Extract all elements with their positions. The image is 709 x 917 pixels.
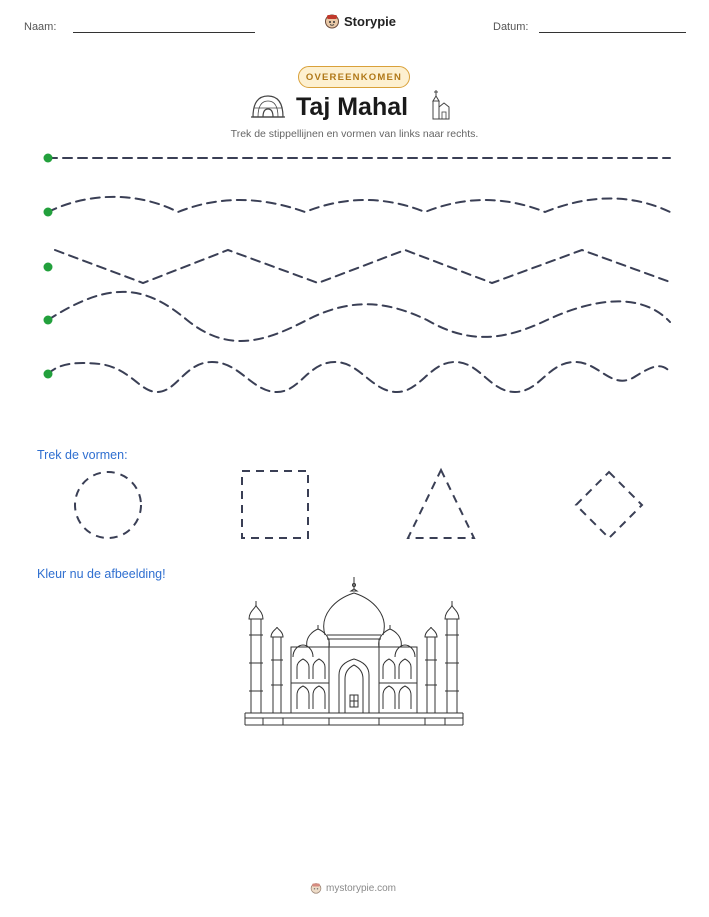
start-dot-1 <box>44 154 53 163</box>
name-field[interactable] <box>73 32 255 33</box>
date-field[interactable] <box>539 32 686 33</box>
trace-diamond-shape <box>576 472 642 538</box>
pie-mascot-icon <box>310 882 322 894</box>
page-title: Taj Mahal <box>296 93 409 121</box>
date-label: Datum: <box>493 21 529 33</box>
brand-logo <box>324 13 396 29</box>
start-dot-5 <box>44 370 53 379</box>
brand-name: Storypie <box>344 13 397 29</box>
tracing-line-smooth-wave <box>48 292 670 341</box>
footer <box>310 882 396 894</box>
start-dot-3 <box>44 263 53 272</box>
taj-mahal-coloring-image <box>243 575 465 730</box>
instruction-text: Trek de stippellijnen en vormen van links naar rechts. <box>230 128 479 140</box>
shapes-row <box>0 460 709 550</box>
start-dot-4 <box>44 316 53 325</box>
trace-triangle-shape <box>408 470 474 538</box>
pie-mascot-icon <box>324 13 340 29</box>
start-dot-2 <box>44 208 53 217</box>
tracing-line-zigzag <box>55 250 670 283</box>
church-icon <box>428 89 452 121</box>
trace-circle-shape <box>75 472 141 538</box>
tracing-line-gentle-wave <box>48 197 670 212</box>
name-label: Naam: <box>24 21 57 33</box>
footer-url[interactable]: mystorypie.com <box>326 882 397 894</box>
tracing-line-deep-wave <box>48 362 670 392</box>
igloo-icon <box>250 92 286 120</box>
shapes-section-label: Trek de vormen: <box>37 448 128 462</box>
tracing-lines <box>0 140 709 400</box>
trace-square-shape <box>242 471 308 538</box>
category-badge: OVEREENKOMEN <box>298 66 410 88</box>
color-section-label: Kleur nu de afbeelding! <box>37 567 166 581</box>
